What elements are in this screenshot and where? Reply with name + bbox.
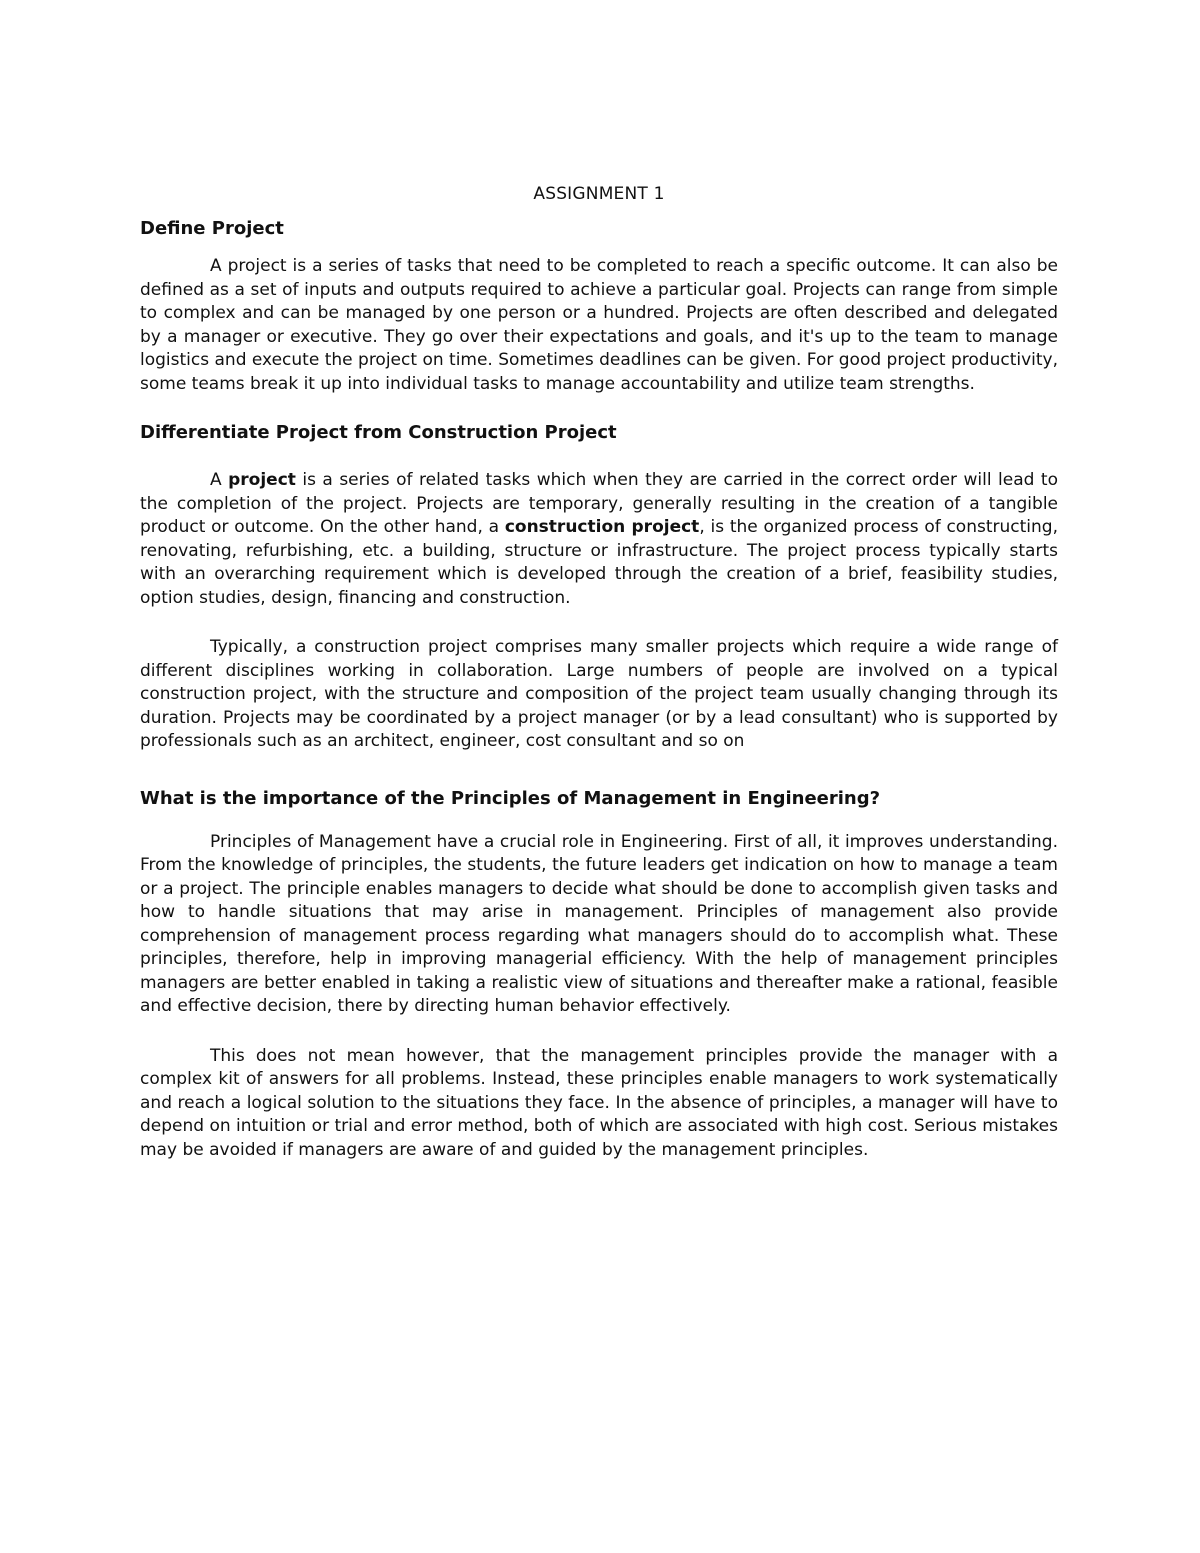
text-segment: , is the organized process of constructing, renovating, refurbishing, etc. a building, structure or infrastructure. The project process typically starts with an overarching requirement which is developed through the creation of a brief, feasibility studies, option studies, design, financing and construction.	[140, 517, 1058, 608]
text-segment: A	[210, 470, 229, 490]
bold-term-project: project	[228, 470, 296, 490]
principles-paragraph-1: Principles of Management have a crucial role in Engineering. First of all, it improves understanding. From the knowledge of principles, the students, the future leaders get indication on how to manage a team or a project. The principle enables managers to decide what should be done to accomplish given tasks and how to handle situations that may arise in management. Principles of management also provide comprehension of management process regarding what managers should do to accomplish what. These principles, therefore, help in improving managerial efficiency. With the help of management principles managers are better enabled in taking a realistic view of situations and thereafter make a rational, feasible and effective decision, there by directing human behavior effectively.	[140, 831, 1058, 1016]
section-heading-principles: What is the importance of the Principles of Management in Engineering?	[140, 787, 881, 809]
principles-paragraph-2: This does not mean however, that the management principles provide the manager with a complex kit of answers for all problems. Instead, these principles enable managers to work systematically and reach a logical solution to the situations they face. In the absence of principles, a manager will have to depend on intuition or trial and error method, both of which are associated with high cost. Serious mistakes may be avoided if managers are aware of and guided by the management principles.	[140, 1045, 1058, 1160]
differentiate-paragraph-2: Typically, a construction project comprises many smaller projects which require a wide range of different disciplines working in collaboration. Large numbers of people are involved on a typical construction project, with the structure and composition of the project team usually changing through its duration. Projects may be coordinated by a project manager (or by a lead consultant) who is supported by professionals such as an architect, engineer, cost consultant and so on	[140, 637, 1058, 751]
text-segment: is a series of related tasks which when they are carried in the correct order will lead to the completion of the project. Projects are temporary, generally resulting in the creation of a tangible product or outcome. On the other hand, a	[140, 470, 1058, 537]
document-body	[140, 184, 1058, 1178]
section-heading-differentiate: Differentiate Project from Construction Project	[140, 422, 617, 443]
section-heading-define-project: Define Project	[140, 218, 284, 239]
define-project-paragraph: A project is a series of tasks that need to be completed to reach a specific outcome. It can also be defined as a set of inputs and outputs required to achieve a particular goal. Projects can range from simple to complex and can be managed by one person or a hundred. Projects are often described and delegated by a manager or executive. They go over their expectations and goals, and it's up to the team to manage logistics and execute the project on time. Sometimes deadlines can be given. For good project productivity, some teams break it up into individual tasks to manage accountability and utilize team strengths.	[140, 256, 1058, 394]
differentiate-paragraph-1	[140, 469, 1058, 610]
bold-term-construction-project: construction project	[504, 517, 700, 537]
document-title: ASSIGNMENT 1	[533, 184, 665, 204]
